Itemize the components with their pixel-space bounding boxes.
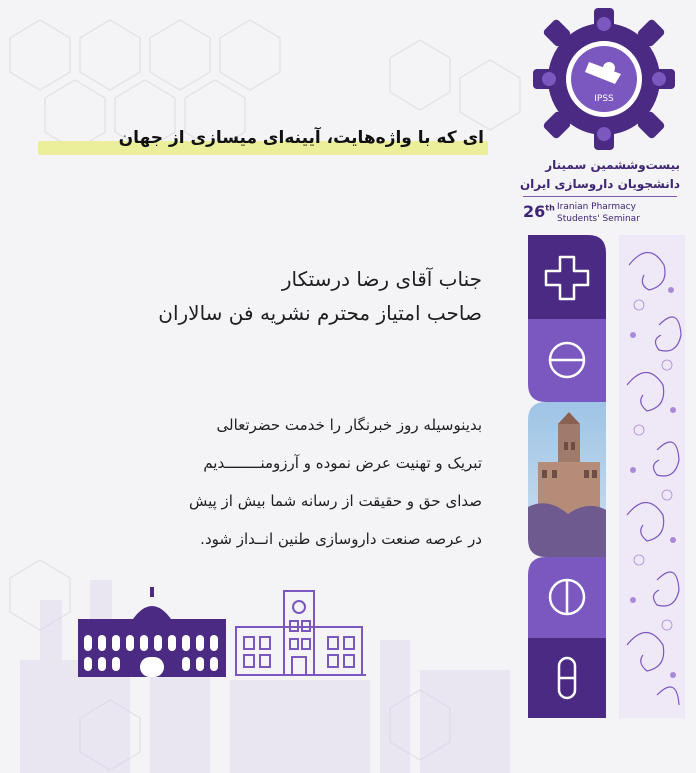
slogan-text: ای که با واژه‌هایت، آیینه‌ای میسازی از جهان: [118, 128, 484, 148]
logo-acronym: IPSS: [594, 94, 614, 104]
message-line: تبریک و تهنیت عرض نموده و آرزومنــــــــدیم: [203, 454, 482, 472]
message-body: [40, 406, 482, 558]
message-line: صدای حق و حقیقت از رسانه شما بیش از پیش: [188, 492, 482, 510]
seminar-number: [523, 202, 555, 221]
plus-tile: [528, 235, 606, 319]
seminar-number-value: 26: [523, 202, 546, 221]
message-line: در عرصه صنعت داروسازی طنین انــداز شود.: [200, 530, 482, 548]
pill-half-tile: [528, 319, 606, 402]
seminar-title-en-2: Students' Seminar: [557, 214, 640, 224]
seminar-number-suffix: th: [545, 203, 555, 213]
capsule-tile: [528, 638, 606, 718]
divider: [523, 196, 677, 197]
seminar-title-en-1: Iranian Pharmacy: [557, 202, 636, 212]
pill-round-tile: [528, 557, 606, 638]
ipss-logo: [527, 2, 681, 156]
message-line: بدینوسیله روز خبرنگار را خدمت حضرتعالی: [216, 416, 482, 434]
building-illustration: [78, 585, 366, 677]
slogan: [38, 128, 488, 156]
recipient-title: صاحب امتیاز محترم نشریه فن سالاران: [158, 301, 482, 325]
seminar-title-fa-2: دانشجویان داروسازی ایران: [519, 177, 680, 191]
seminar-title-fa-1: بیست‌و‌ششمین سمینار: [545, 158, 680, 172]
recipient-block: [30, 262, 482, 330]
paisley-pattern: [619, 235, 685, 718]
building-photo: [528, 402, 606, 557]
recipient-name: جناب آقای رضا درستکار: [281, 267, 482, 291]
